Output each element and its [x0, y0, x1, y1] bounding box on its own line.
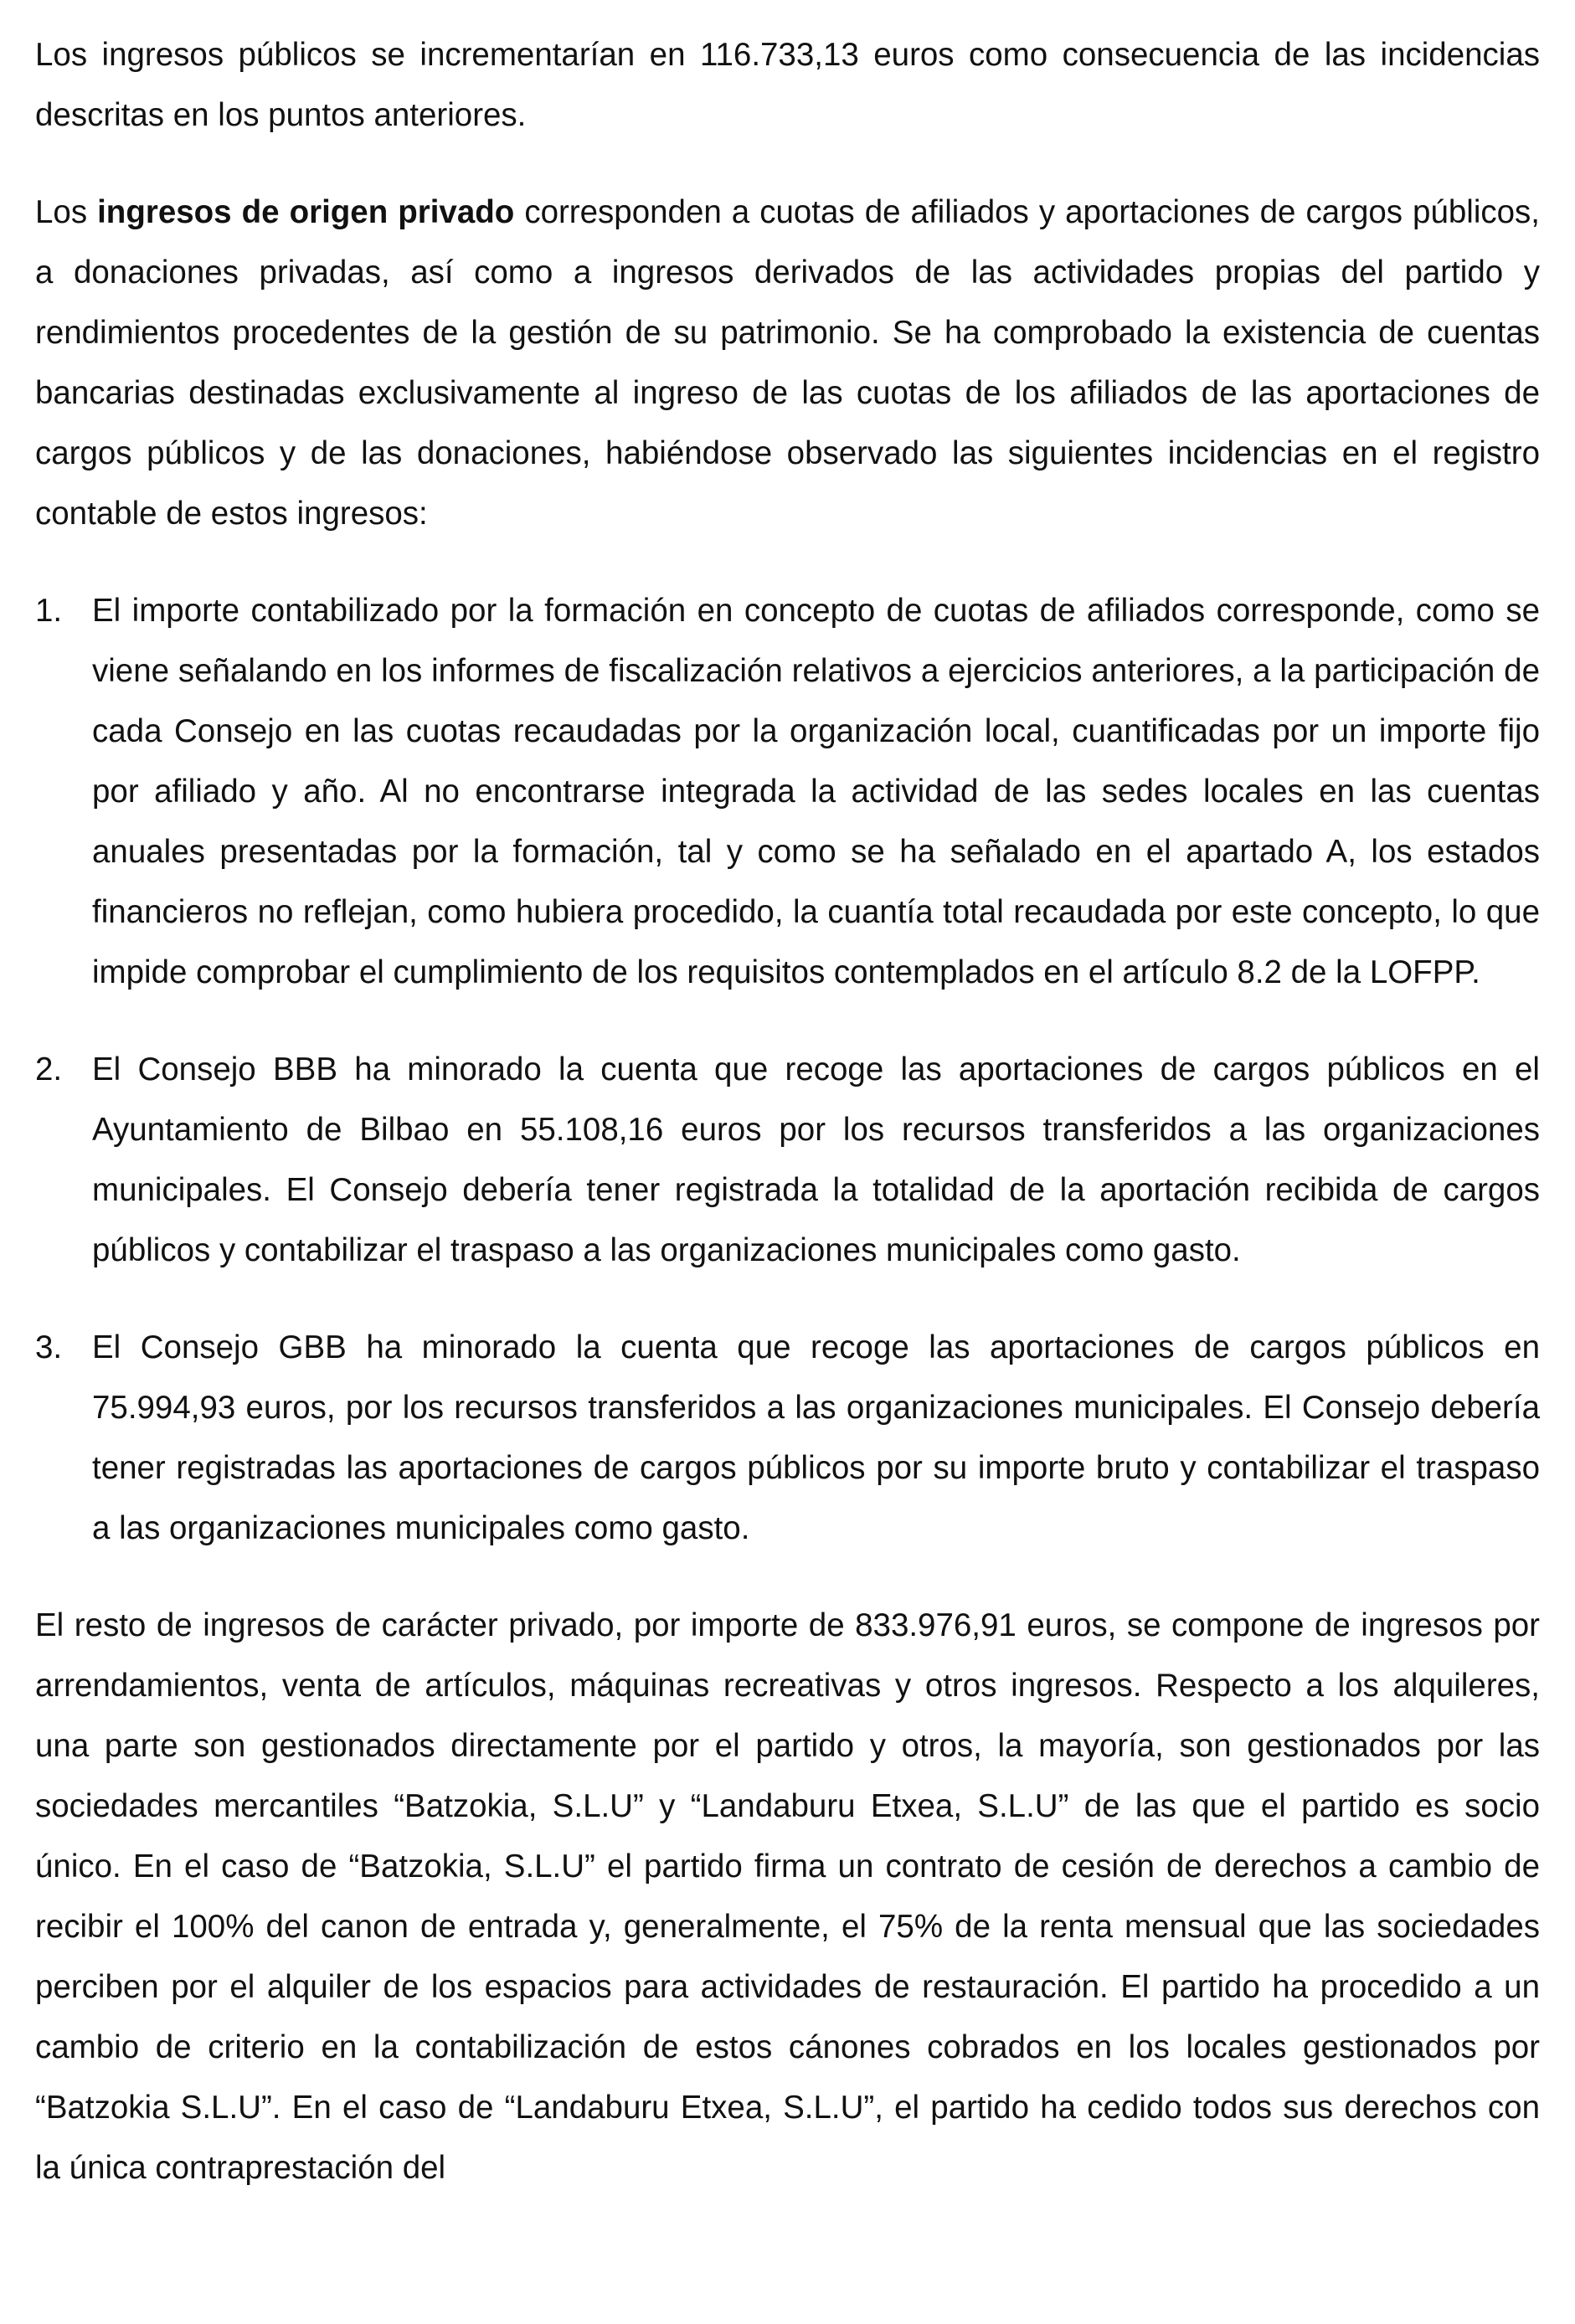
list-item-number: 2.: [35, 1051, 63, 1087]
list-item: [35, 1318, 1540, 1559]
incidents-list: [35, 581, 1540, 1559]
list-item-text: El importe contabilizado por la formación en concepto de cuotas de afiliados corresponde, como se viene señalando en los informes de fiscalización relativos a ejercicios anteriores, a la participación de cada Consejo en las cuotas recaudadas por la organización local, cuantificadas por un importe fijo por afiliado y año. Al no encontrarse integrada la actividad de las sedes locales en las cuentas anuales presentadas por la formación, tal y como se ha señalado en el apartado A, los estados financieros no reflejan, como hubiera procedido, la cuantía total recaudada por este concepto, lo que impide comprobar el cumplimiento de los requisitos contemplados en el artículo 8.2 de la LOFPP.: [92, 593, 1540, 990]
document-page: [35, 25, 1540, 2235]
list-item-text: El Consejo BBB ha minorado la cuenta que recoge las aportaciones de cargos públicos en el Ayuntamiento de Bilbao en 55.108,16 euros por los recursos transferidos a las organizaciones municipales. El Consejo debería tener registrada la totalidad de la aportación recibida de cargos públicos y contabilizar el traspaso a las organizaciones municipales como gasto.: [92, 1051, 1540, 1268]
list-item-number: 3.: [35, 1329, 63, 1365]
paragraph-private-income: [35, 183, 1540, 544]
list-item: [35, 581, 1540, 1003]
list-item-number: 1.: [35, 593, 63, 629]
list-item: [35, 1040, 1540, 1281]
paragraph-private-income-body: corresponden a cuotas de afiliados y aportaciones de cargos públicos, a donaciones privadas, así como a ingresos derivados de las actividades propias del partido y rendimientos procedentes de la gestión de su patrimonio. Se ha comprobado la existencia de cuentas bancarias destinadas exclusivamente al ingreso de las cuotas de los afiliados de las aportaciones de cargos públicos y de las donaciones, habiéndose observado las siguientes incidencias en el registro contable de estos ingresos:: [35, 194, 1540, 532]
paragraph-public-income: Los ingresos públicos se incrementarían en 116.733,13 euros como consecuencia de las incidencias descritas en los puntos anteriores.: [35, 37, 1540, 133]
paragraph-private-income-intro: Los: [35, 194, 98, 230]
list-item-text: El Consejo GBB ha minorado la cuenta que recoge las aportaciones de cargos públicos en 75.994,93 euros, por los recursos transferidos a las organizaciones municipales. El Consejo debería tener registradas las aportaciones de cargos públicos por su importe bruto y contabilizar el traspaso a las organizaciones municipales como gasto.: [92, 1329, 1540, 1546]
private-income-term: ingresos de origen privado: [97, 194, 515, 230]
paragraph-other-private-income: El resto de ingresos de carácter privado, por importe de 833.976,91 euros, se compone de ingresos por arrendamientos, venta de artículos, máquinas recreativas y otros ingresos. Respecto a los alquileres, una parte son gestionados directamente por el partido y otros, la mayoría, son gestionados por las sociedades mercantiles “Batzokia, S.L.U” y “Landaburu Etxea, S.L.U” de las que el partido es socio único. En el caso de “Batzokia, S.L.U” el partido firma un contrato de cesión de derechos a cambio de recibir el 100% del canon de entrada y, generalmente, el 75% de la renta mensual que las sociedades perciben por el alquiler de los espacios para actividades de restauración. El partido ha procedido a un cambio de criterio en la contabilización de estos cánones cobrados en los locales gestionados por “Batzokia S.L.U”. En el caso de “Landaburu Etxea, S.L.U”, el partido ha cedido todos sus derechos con la única contraprestación del: [35, 1607, 1540, 2186]
